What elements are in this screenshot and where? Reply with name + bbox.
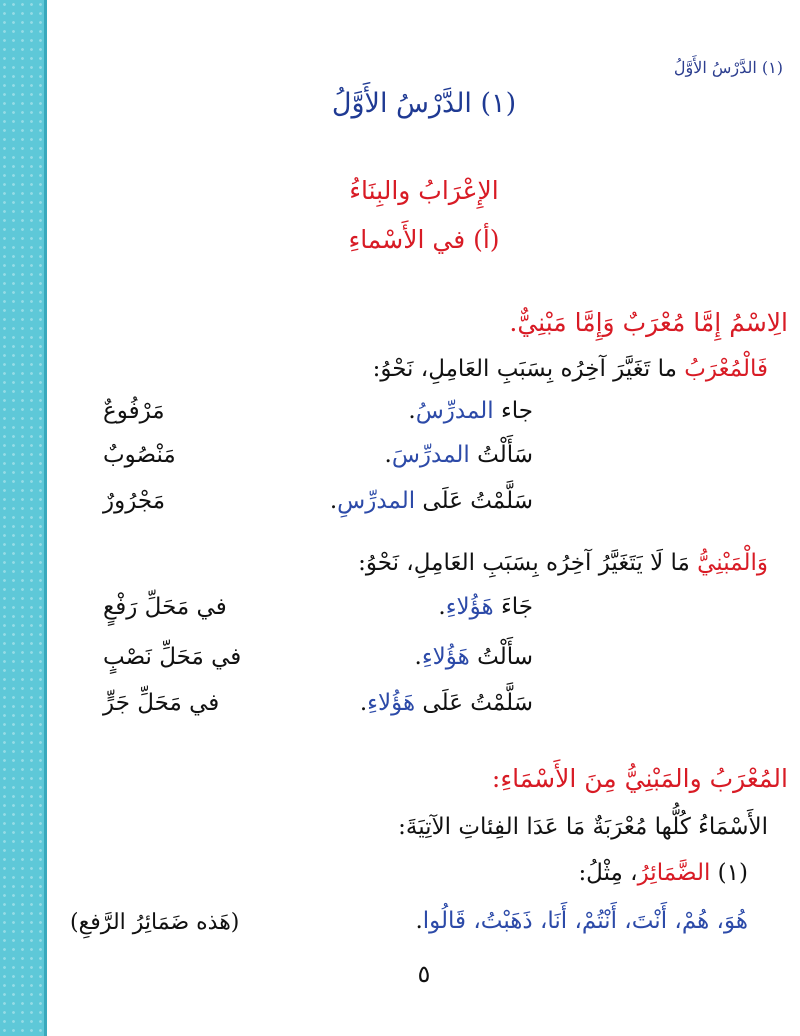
example-pre: جَاءَ bbox=[493, 594, 533, 620]
rule-heading: الِاسْمُ إِمَّا مُعْرَبٌ وَإِمَّا مَبْنِيٌّ. bbox=[509, 308, 788, 337]
example-sentence bbox=[385, 442, 533, 468]
mabni-example-row bbox=[103, 644, 533, 680]
example-post: . bbox=[359, 690, 368, 716]
example-sentence bbox=[415, 644, 533, 670]
murab-term: فَالْمُعْرَبُ bbox=[684, 356, 768, 382]
page-content bbox=[60, 0, 788, 1036]
topic-heading: الإِعْرَابُ والبِنَاءُ bbox=[349, 176, 499, 205]
running-head: (١) الدَّرْسُ الأَوَّلُ bbox=[673, 58, 783, 77]
example-sentence bbox=[438, 594, 533, 620]
case-label: مَجْرُورٌ bbox=[103, 488, 166, 514]
example-post: . bbox=[408, 398, 416, 424]
example-pre: سَلَّمْتُ عَلَى bbox=[415, 488, 533, 514]
murab-example-row bbox=[103, 442, 533, 478]
example-pre: سأَلْتُ bbox=[469, 644, 533, 670]
case-label: في مَحَلِّ رَفْعٍ bbox=[103, 594, 227, 620]
example-post: . bbox=[329, 488, 338, 514]
category-name: الضَّمَائِرُ bbox=[637, 860, 711, 886]
mabni-example-row bbox=[103, 594, 533, 630]
mabni-example-row bbox=[103, 690, 533, 726]
lesson-title: (١) الدَّرْسُ الأَوَّلُ bbox=[331, 88, 517, 119]
murab-example-row bbox=[103, 488, 533, 524]
murab-example-row bbox=[103, 398, 533, 434]
subtopic-heading: (أ) في الأَسْماءِ bbox=[348, 225, 500, 254]
example-word: هَؤُلاءِ bbox=[421, 644, 470, 670]
case-label: مَنْصُوبٌ bbox=[103, 442, 176, 468]
pronoun-examples bbox=[415, 908, 748, 934]
section-heading: المُعْرَبُ والمَبْنِيُّ مِنَ الأَسْمَاءِ: bbox=[491, 764, 788, 793]
example-word: المدرِّسُ bbox=[415, 398, 494, 424]
example-sentence bbox=[360, 690, 533, 716]
mabni-term: وَالْمَبْنِيُّ bbox=[697, 550, 768, 576]
case-label: في مَحَلِّ جَرٍّ bbox=[103, 690, 220, 716]
example-pre: سَأَلْتُ bbox=[469, 442, 533, 468]
pronoun-note: (هَذه ضَمَائِرُ الرَّفعِ) bbox=[70, 910, 240, 935]
murab-definition-text: ما تَغَيَّرَ آخِرُه بِسَبَبِ العَامِلِ، نَحْوُ: bbox=[372, 356, 677, 382]
example-sentence bbox=[408, 398, 533, 424]
example-word: هَؤُلاءِ bbox=[445, 594, 494, 620]
example-word: هَؤُلاءِ bbox=[367, 690, 416, 716]
pronoun-list: هُوَ، هُمْ، أَنْتَ، أَنْتُمْ، أَنَا، ذَهَبْتُ، قَالُوا bbox=[422, 908, 748, 934]
case-label: مَرْفُوعٌ bbox=[103, 398, 165, 424]
mabni-definition bbox=[358, 550, 768, 576]
page-number: ٥ bbox=[417, 960, 431, 988]
example-post: . bbox=[438, 594, 446, 620]
example-post: . bbox=[414, 644, 422, 670]
example-pre: سَلَّمْتُ عَلَى bbox=[415, 690, 533, 716]
mabni-definition-text: مَا لَا يَتَغَيَّرُ آخِرُه بِسَبَبِ العَامِلِ، نَحْوُ: bbox=[358, 550, 690, 576]
case-label: في مَحَلِّ نَصْبٍ bbox=[103, 644, 242, 670]
example-word: المدرِّسَ bbox=[391, 442, 470, 468]
pronoun-list-end: . bbox=[415, 908, 423, 934]
murab-definition bbox=[373, 356, 768, 382]
category-number: (١) bbox=[710, 860, 748, 886]
example-post: . bbox=[384, 442, 392, 468]
section-text: الأَسْمَاءُ كُلُّها مُعْرَبَةٌ مَا عَدَا الفِئاتِ الآتِيَةَ: bbox=[398, 814, 768, 840]
decorative-side-band bbox=[0, 0, 47, 1036]
example-pre: جاء bbox=[493, 398, 533, 424]
category-heading bbox=[578, 860, 748, 886]
example-sentence bbox=[330, 488, 533, 514]
category-suffix: ، مِثْلُ: bbox=[578, 860, 638, 886]
example-word: المدرِّسِ bbox=[337, 488, 416, 514]
